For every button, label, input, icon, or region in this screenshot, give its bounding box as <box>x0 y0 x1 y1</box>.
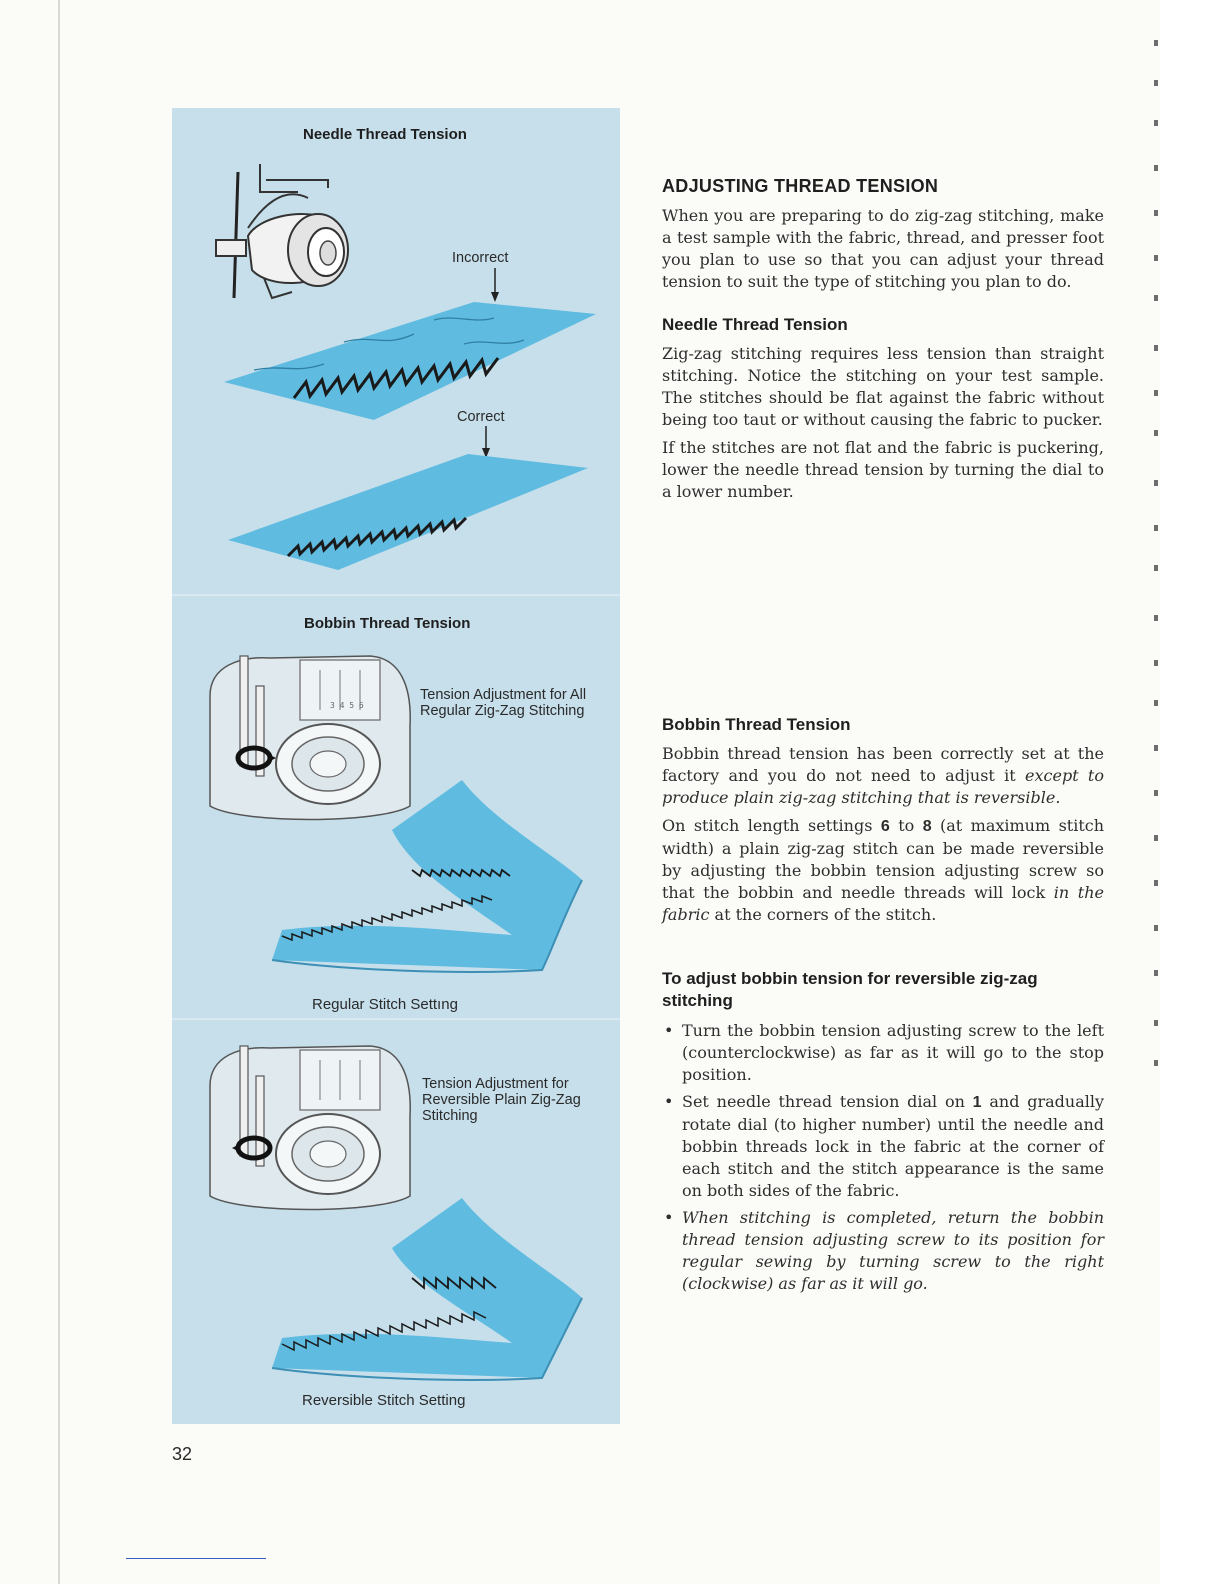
footer-rule <box>126 1558 266 1559</box>
reversible-steps-list <box>662 1020 1104 1295</box>
needle-paragraph-1: Zig-zag stitching requires less tension than straight stitching. Notice the stitching on your test sample. The stitches should be flat against the fabric without being too taut or without causing the fabric to pucker. <box>662 344 1104 429</box>
bobbin-paragraph-2: On stitch length settings 6 to 8 (at maximum stitch width) a plain zig-zag stitch can be made reversible by adjusting the bobbin tension adjusting screw so that the bobbin and needle threads will lock in the fabric at the corners of the stitch. <box>662 816 1105 924</box>
list-item: • Set needle thread tension dial on 1 and gradually rotate dial (to higher number) until the needle and bobbin threads lock in the fabric at the corner of each stitch and the stitch appearance is the same on both sides of the fabric. <box>664 1092 1105 1200</box>
panel-divider <box>172 594 620 596</box>
list-item: • When stitching is completed, return the bobbin thread tension adjusting screw to its position for regular sewing by turning screw to the right (clockwise) as far as it will go. <box>664 1208 1104 1293</box>
page-edge-marks <box>1152 20 1160 1140</box>
tension-dial-illustration <box>208 158 358 308</box>
regular-adjust-label: Tension Adjustment for All Regular Zig-Zag Stitching <box>420 687 587 719</box>
bobbin-paragraph-1: Bobbin thread tension has been correctly set at the factory and you do not need to adjust it except to produce plain zig-zag stitching that is reversible. <box>662 744 1104 807</box>
reversible-caption: Reversible Stitch Setting <box>302 1392 466 1409</box>
needle-figure-title: Needle Thread Tension <box>303 126 467 143</box>
list-item: • Turn the bobbin tension adjusting screw to the left (counterclockwise) as far as it will go to the stop position. <box>664 1021 1104 1084</box>
dial-numbers: 3 4 5 6 <box>330 701 364 710</box>
correct-stitch-fabric <box>228 444 598 574</box>
page-right-margin <box>1160 0 1224 1584</box>
instructions-column <box>662 176 1104 1300</box>
correct-label: Correct <box>457 409 505 425</box>
needle-paragraph-2: If the stitches are not flat and the fabric is puckering, lower the needle thread tension by turning the dial to a lower number. <box>662 438 1104 501</box>
regular-caption: Regular Stitch Settıng <box>312 996 458 1013</box>
reversible-adjust-label: Tension Adjustment for Reversible Plain Zig-Zag Stitching <box>422 1076 581 1124</box>
bobbin-section-heading: Bobbin Thread Tension <box>662 715 851 734</box>
regular-folded-fabric <box>262 770 602 980</box>
page-title: ADJUSTING THREAD TENSION <box>662 176 939 196</box>
bobbin-figure-title: Bobbin Thread Tension <box>304 615 471 632</box>
page-number: 32 <box>172 1444 193 1464</box>
intro-paragraph: When you are preparing to do zig-zag stitching, make a test sample with the fabric, thread, and presser foot you plan to use so that you can adjust your thread tension to suit the type of stitching you plan to do. <box>662 206 1104 291</box>
figure-panel <box>172 108 620 1424</box>
panel-divider <box>172 1018 620 1020</box>
reversible-section-heading: To adjust bobbin tension for reversible zig-zag stitching <box>662 969 1038 1010</box>
incorrect-stitch-fabric <box>224 294 604 424</box>
reversible-folded-fabric <box>262 1188 602 1388</box>
incorrect-label: Incorrect <box>452 250 509 266</box>
page-left-edge <box>58 0 60 1584</box>
needle-section-heading: Needle Thread Tension <box>662 315 848 334</box>
